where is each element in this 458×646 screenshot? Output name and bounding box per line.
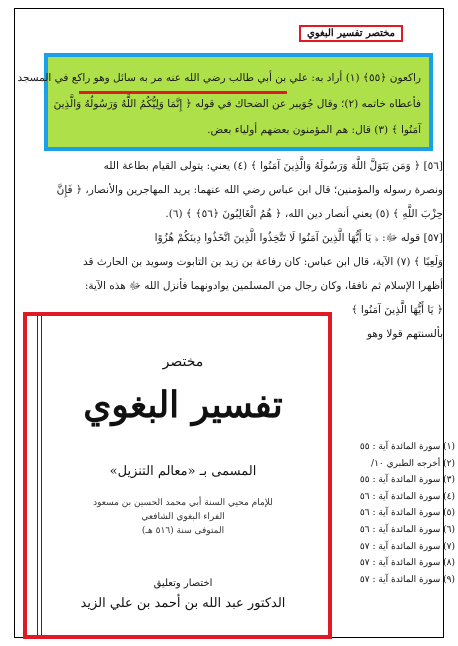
running-header: مختصر تفسير البغوي xyxy=(299,25,403,42)
cover-editor-label: اختصار وتعليق xyxy=(153,578,213,589)
body-line: ونصرة رسوله والمؤمنين؛ قال ابن عباس رضي الله عنهما: يريد المهاجرين والأنصار، ﴿ فَإِنَّ xyxy=(56,184,443,196)
footnote: (٨) سورة المائدة آية : ٥٧ xyxy=(359,558,455,569)
body-line: بألسنتهم قولا وهو xyxy=(367,328,443,340)
body-line: [٥٧] قوله ﷻ: ﴿ يَا أَيُّهَا الَّذِينَ آمَنُوا لَا تَتَّخِذُوا الَّذِينَ اتَّخَذُوا دِينَكُمْ هُزُوًا xyxy=(154,232,443,244)
body-line: حِزْبَ اللَّهِ ﴾ (٥) يعني أنصار دين الله، ﴿ هُمُ الْغَالِبُونَ ﴿٥٦﴾ ﴾ (٦). xyxy=(165,208,443,220)
footnote: (٤) سورة المائدة آية : ٥٦ xyxy=(359,491,455,502)
footnote: (٧) سورة المائدة آية : ٥٧ xyxy=(359,541,455,552)
cover-title: تفسير البغوي xyxy=(83,384,283,426)
body-line: [٥٦] ﴿ وَمَن يَتَوَلَّ اللَّهَ وَرَسُولَهُ وَالَّذِينَ آمَنُوا ﴾ (٤) يعني: يتولى القيام بطاعة الله xyxy=(103,160,443,172)
cover-top-word: مختصر xyxy=(162,354,204,370)
cover-subtitle: المسمى بـ «معالم التنزيل» xyxy=(109,464,257,479)
footnotes xyxy=(359,439,455,588)
cover-imam-line: المتوفى سنة (٥١٦ هـ) xyxy=(141,526,225,536)
cover-imam-line: للإمام محيي السنة أبي محمد الحسين بن مسعود xyxy=(93,498,273,508)
footnote: (٢) أخرجه الطبري ١٠/ xyxy=(371,458,455,469)
highlight-line: فأعطاه خاتمه (٢)؛ وقال جُوَيبر عن الضحاك في قوله ﴿ إِنَّمَا وَلِيُّكُمُ اللَّهُ وَرَسُولُهُ وَالَّذِينَ xyxy=(53,98,421,110)
document-page xyxy=(14,8,455,638)
red-underline xyxy=(79,91,287,94)
footnote: (٦) سورة المائدة آية : ٥٦ xyxy=(359,524,455,535)
cover-imam-line: الفراء البغوي الشافعي xyxy=(141,512,225,522)
body-line: أظهرا الإسلام ثم نافقا، وكان رجال من المسلمين يوادونهما فأنزل الله ﷻ هذه الآية: xyxy=(84,280,443,292)
body-line: وَلَعِبًا ﴾ (٧) الآية، قال ابن عباس: كان رفاعة بن زيد بن التابوت وسويد بن الحارث قد xyxy=(83,256,443,268)
footnote: (١) سورة المائدة آية : ٥٥ xyxy=(359,442,455,452)
cover-author: الدكتور عبد الله بن أحمد بن علي الزيد xyxy=(80,596,286,611)
highlight-line: راكعون ﴿٥٥﴾ (١) أراد به: علي بن أبي طالب رضي الله عنه مر به سائل وهو راكع في المسجد xyxy=(17,72,421,84)
book-cover xyxy=(23,312,332,639)
footnote: (٥) سورة المائدة آية : ٥٦ xyxy=(359,508,455,519)
cover-frame xyxy=(37,316,328,635)
footnote: (٣) سورة المائدة آية : ٥٥ xyxy=(359,475,455,486)
body-line: ﴿ يَا أَيُّهَا الَّذِينَ آمَنُوا ﴾ xyxy=(351,304,443,316)
footnote: (٩) سورة المائدة آية : ٥٧ xyxy=(359,574,455,585)
highlight-line: آمَنُوا ﴾ (٣) قال: هم المؤمنون بعضهم أولياء بعض. xyxy=(207,124,421,136)
highlighted-passage xyxy=(17,53,433,151)
